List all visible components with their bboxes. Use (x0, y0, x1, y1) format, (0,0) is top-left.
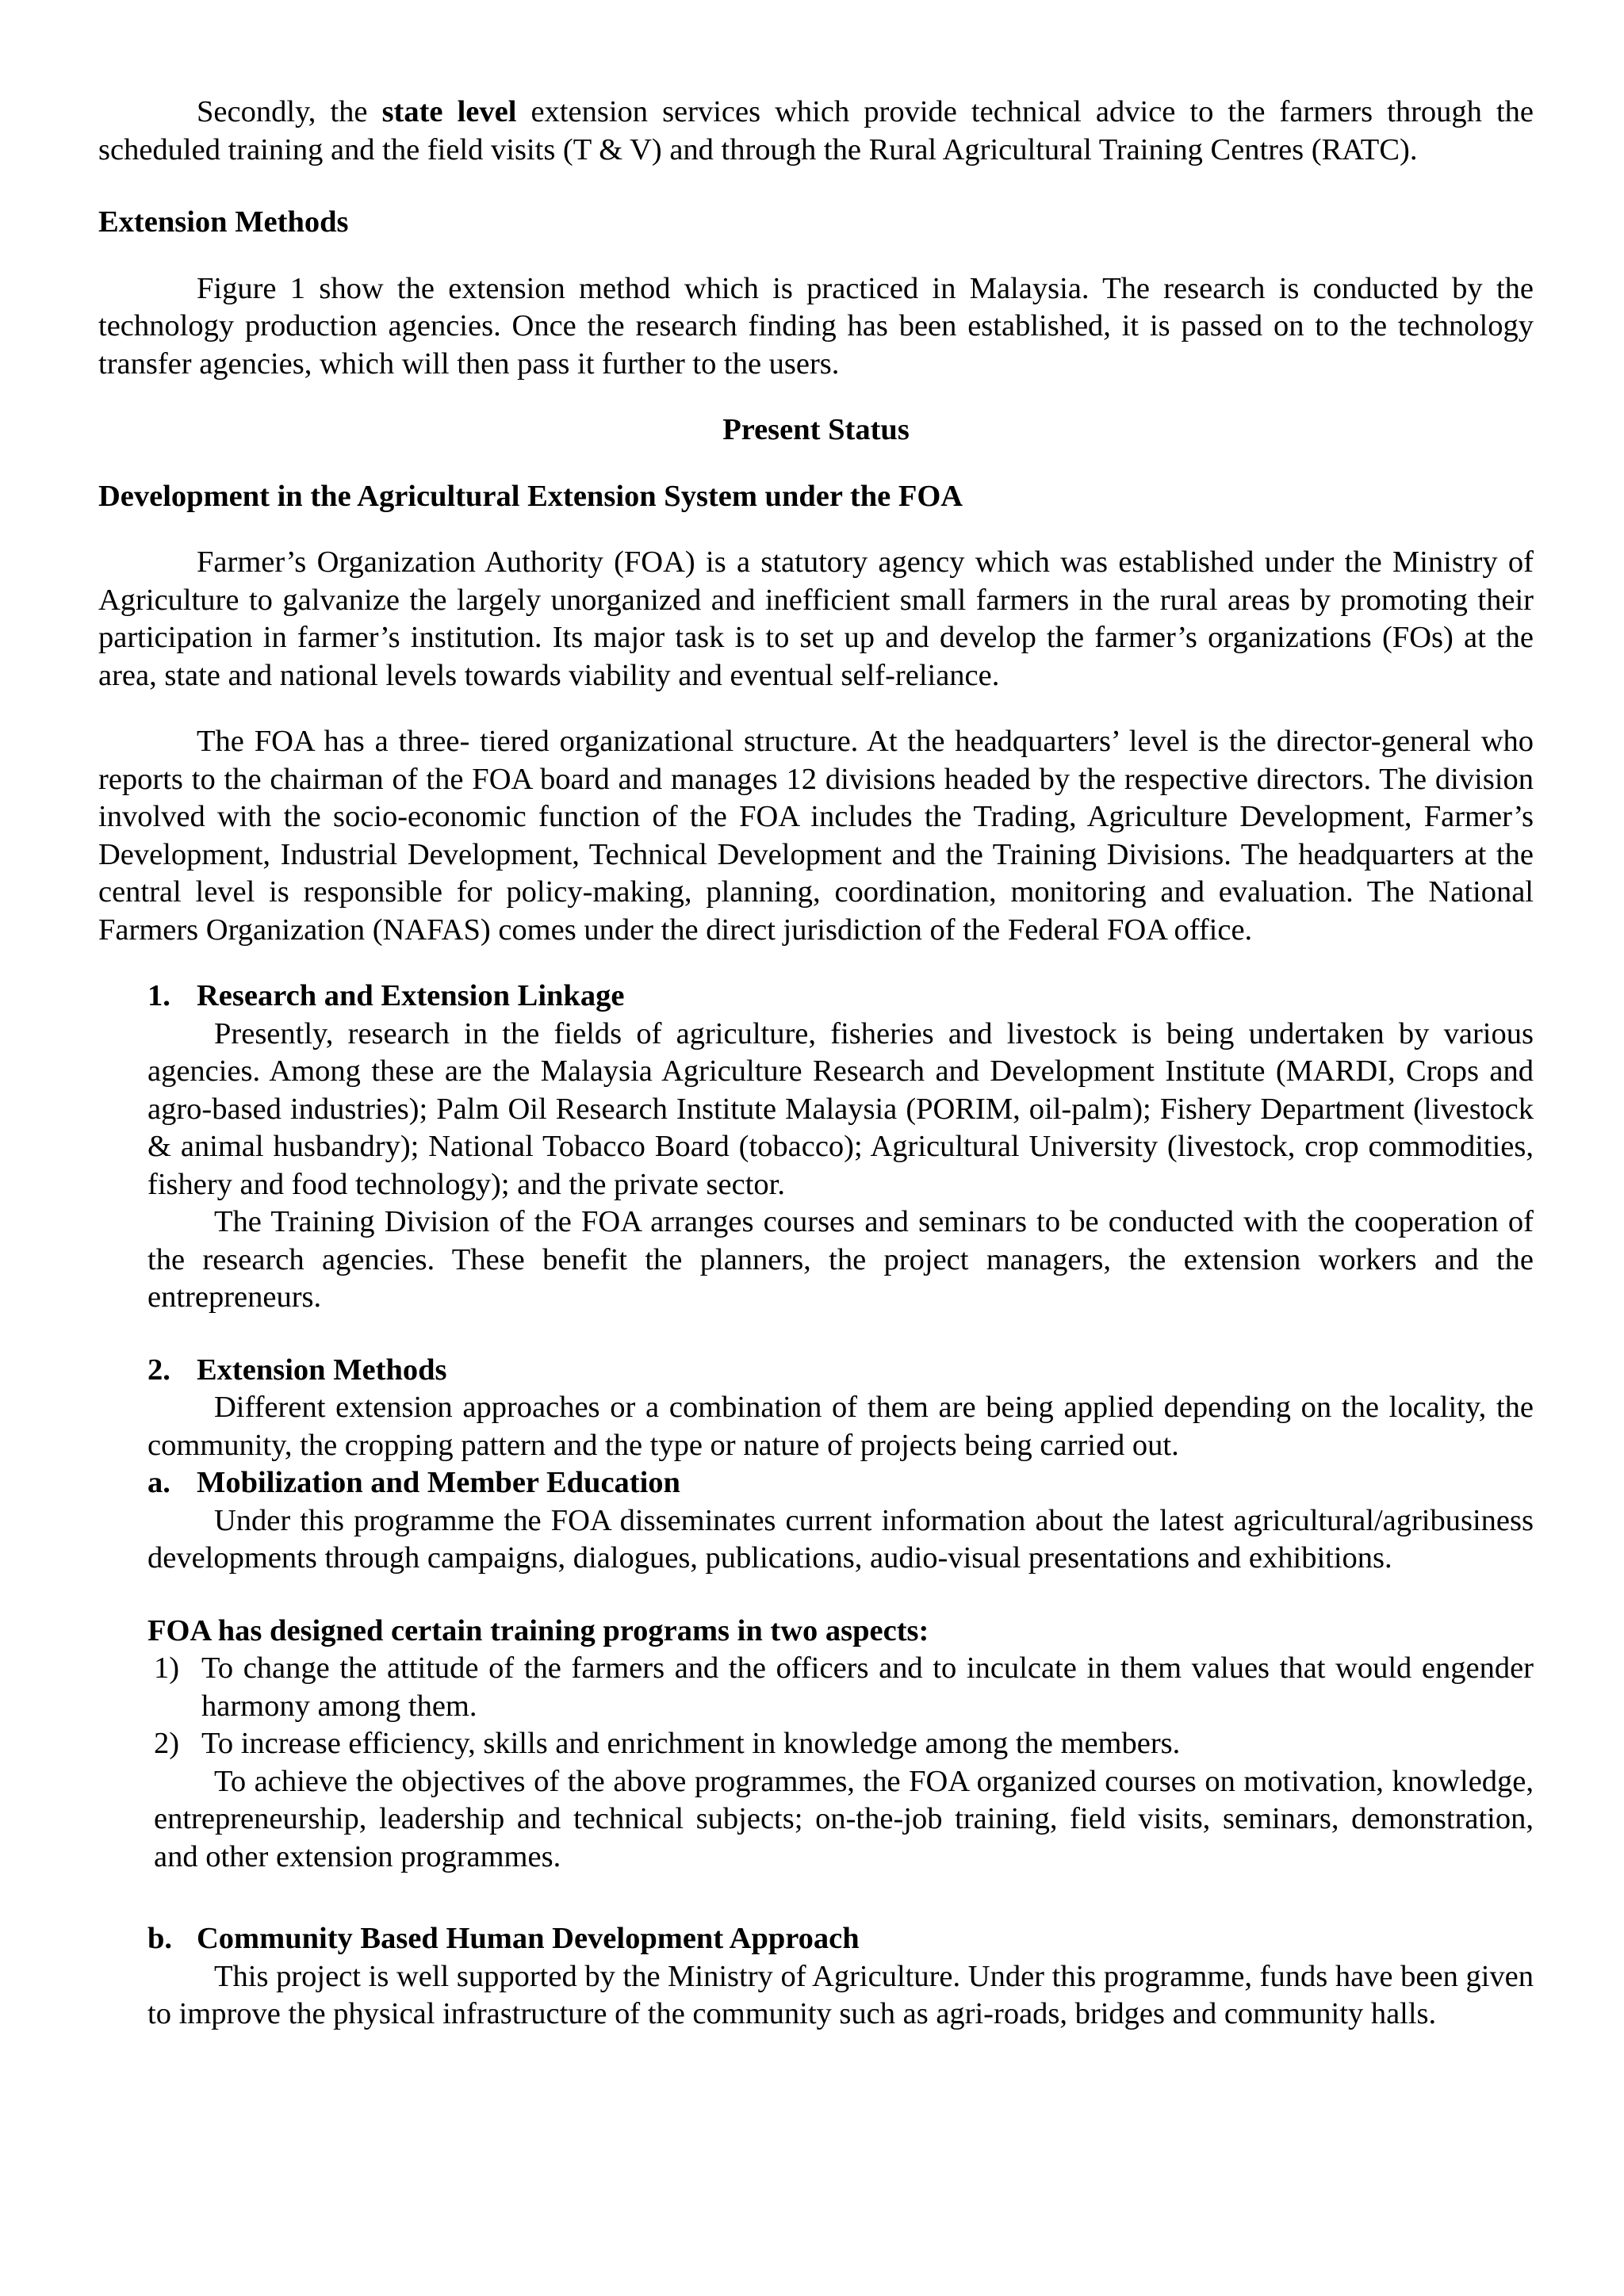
paragraph-figure-1: Figure 1 show the extension method which is practiced in Malaysia. The research is conducted by the technology production agencies. Once the research finding has been established, it is passed on to the technology transfer agencies, which will then pass it further to the users. (98, 271, 1534, 381)
text-run: extension services which provide technical advice to the farmers through the scheduled training and the field visits (T & V) and through the Rural Agricultural Training Centres (RATC). (98, 95, 1534, 166)
document-page (98, 94, 1534, 2034)
list-item (98, 1725, 1534, 1763)
list-item (98, 1650, 1534, 1725)
paragraph-training-objectives: To achieve the objectives of the above programmes, the FOA organized courses on motivation, knowledge, entrepreneurship, leadership and technical subjects; on-the-job training, field visits, seminars, demonstration, and other extension programmes. (154, 1764, 1534, 1873)
section-number: 2. (147, 1353, 170, 1387)
heading-extension-methods: Extension Methods (98, 205, 349, 239)
paragraph-extension-approaches: Different extension approaches or a combination of them are being applied depending on the locality, the community, the cropping pattern and the type or nature of projects being carried out. (147, 1391, 1534, 1462)
heading-present-status: Present Status (722, 413, 910, 446)
section-letter: a. (147, 1466, 170, 1499)
section-heading (147, 1352, 1534, 1390)
section-heading (147, 1464, 1534, 1502)
list-marker: 2) (154, 1727, 180, 1760)
section-title: Mobilization and Member Education (197, 1466, 680, 1499)
paragraph-mobilization: Under this programme the FOA disseminates current information about the latest agricultural/agribusiness developments through campaigns, dialogues, publications, audio-visual presentations and exhibitions. (147, 1503, 1534, 1575)
paragraph-research-agencies: Presently, research in the fields of agriculture, fisheries and livestock is being undertaken by various agencies. Among these are the Malaysia Agriculture Research and Development Institute (MARDI, Crops and agro-based industries); Palm Oil Research Institute Malaysia (PORIM, oil-palm); Fishery Department (livestock & animal husbandry); National Tobacco Board (tobacco); Agricultural University (livestock, crop commodities, fishery and food technology); and the private sector. (147, 1016, 1534, 1201)
paragraph-state-level (98, 94, 1534, 169)
section-number: 1. (147, 979, 170, 1012)
list-marker: 1) (154, 1651, 180, 1685)
section-title: Community Based Human Development Approach (197, 1922, 860, 1955)
section-community-based-approach (98, 1920, 1534, 2034)
bold-text-state-level: state level (381, 95, 517, 128)
paragraph-training-division: The Training Division of the FOA arranges courses and seminars to be conducted with the cooperation of the research agencies. These benefit the planners, the project managers, the extension workers and the entrepreneurs. (147, 1205, 1534, 1314)
section-mobilization-member-education (98, 1464, 1534, 1578)
section-heading (147, 978, 1534, 1016)
list-item-text: To change the attitude of the farmers and the officers and to inculcate in them values that would engender harmony among them. (201, 1651, 1534, 1723)
text-run: Secondly, the (197, 95, 382, 128)
section-extension-methods (98, 1352, 1534, 1465)
section-title: Research and Extension Linkage (197, 979, 625, 1012)
section-training-programs (98, 1613, 1534, 1651)
heading-development-foa: Development in the Agricultural Extension System under the FOA (98, 479, 963, 513)
paragraph-foa-intro: Farmer’s Organization Authority (FOA) is a statutory agency which was established under the Ministry of Agriculture to galvanize the largely unorganized and inefficient small farmers in the rural areas by promoting their participation in farmer’s institution. Its major task is to set up and develop the farmer’s organizations (FOs) at the area, state and national levels towards viability and eventual self-reliance. (98, 545, 1534, 692)
heading-training-programs: FOA has designed certain training programs in two aspects: (147, 1613, 929, 1647)
paragraph-community-approach: This project is well supported by the Ministry of Agriculture. Under this programme, funds have been given to improve the physical infrastructure of the community such as agri-roads, bridges and community halls. (147, 1959, 1534, 2030)
section-heading (147, 1920, 1534, 1958)
section-research-extension-linkage (98, 978, 1534, 1317)
paragraph-foa-structure: The FOA has a three- tiered organizational structure. At the headquarters’ level is the director-general who reports to the chairman of the FOA board and manages 12 divisions headed by the respective directors. The division involved with the socio-economic function of the FOA includes the Trading, Agriculture Development, Farmer’s Development, Industrial Development, Technical Development and the Training Divisions. The headquarters at the central level is responsible for policy-making, planning, coordination, monitoring and evaluation. The National Farmers Organization (NAFAS) comes under the direct jurisdiction of the Federal FOA office. (98, 725, 1534, 947)
section-title: Extension Methods (197, 1353, 447, 1387)
section-letter: b. (147, 1922, 173, 1955)
list-item-text: To increase efficiency, skills and enrichment in knowledge among the members. (201, 1727, 1181, 1760)
